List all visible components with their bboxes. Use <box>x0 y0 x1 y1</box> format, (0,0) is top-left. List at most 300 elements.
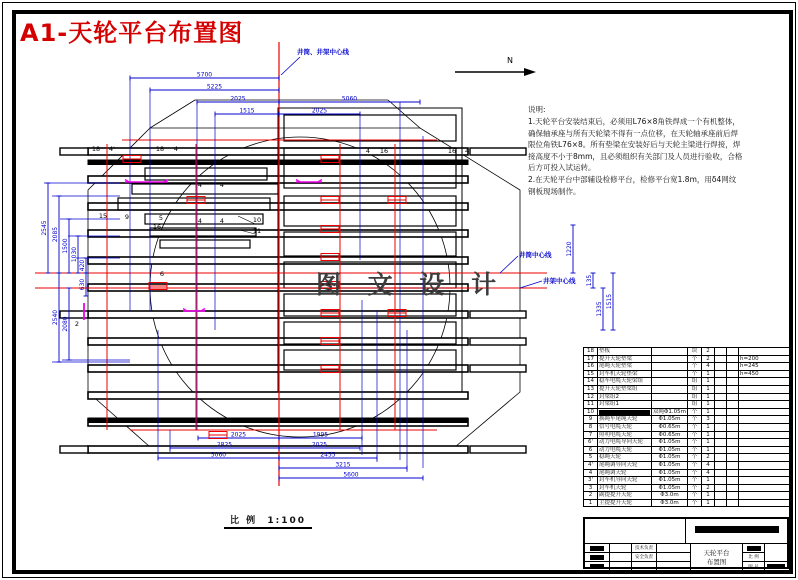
title-block-cell <box>631 561 656 571</box>
table-cell-c6 <box>715 454 727 462</box>
title-block-sign-cell <box>585 543 609 552</box>
table-cell-unit: 个 <box>688 446 702 454</box>
table-row <box>584 378 790 386</box>
table-cell-no: 1 <box>584 499 598 507</box>
table-cell-spec <box>652 378 688 386</box>
table-cell-unit: 个 <box>688 363 702 371</box>
leader-line <box>520 281 542 288</box>
table-cell-spec <box>652 401 688 409</box>
table-cell-spec: 双绳Φ1.05m <box>653 408 686 415</box>
part-number-label: 4 <box>219 181 225 189</box>
part-number-label: 15 <box>98 212 108 220</box>
table-cell-c6 <box>715 484 727 492</box>
table-cell-no: 10 <box>584 408 598 416</box>
table-cell-remark <box>739 431 790 439</box>
table-cell-name: 稳绳天轮 <box>598 454 652 462</box>
title-block-cell <box>609 543 631 552</box>
table-cell-no: 4' <box>584 461 598 469</box>
table-cell-no: 3 <box>584 484 598 492</box>
title-block-role-tech <box>631 543 656 552</box>
table-row <box>584 484 790 492</box>
table-cell-c7 <box>727 446 739 454</box>
table-cell-c6 <box>715 348 727 356</box>
table-cell-remark <box>739 385 790 393</box>
notes-heading: 说明: <box>528 105 546 114</box>
outline-chamfer <box>150 100 195 128</box>
drawing-name-cell <box>690 543 742 571</box>
table-cell-c6 <box>715 469 727 477</box>
dimension-value: 2080 <box>62 316 69 332</box>
table-cell-unit: 组 <box>688 401 702 409</box>
title-block-cell <box>609 561 631 571</box>
redacted-drawing-no <box>767 564 785 569</box>
dimension-value: 5600 <box>343 471 359 479</box>
table-cell-c7 <box>727 355 739 363</box>
table-cell-c6 <box>715 499 727 507</box>
part-number-label: 18 <box>155 145 165 153</box>
part-number-label: 18 <box>91 145 101 153</box>
table-cell-spec: Φ1.05m <box>652 477 688 485</box>
table-cell-c7 <box>727 401 739 409</box>
bearing-box <box>160 240 250 248</box>
dimension-value: 5700 <box>196 71 213 79</box>
table-cell-name: 提升天轮垫梁组 <box>598 385 652 393</box>
dimension-value: 1335 <box>596 301 603 317</box>
table-cell-unit: 个 <box>688 431 702 439</box>
part-number-label: 4 <box>197 181 203 189</box>
north-label: N <box>507 56 513 65</box>
table-cell-qty: 1 <box>702 423 715 431</box>
title-block-sign-cell <box>585 561 609 571</box>
table-cell-spec: Φ1.05m <box>652 461 688 469</box>
table-cell-unit: 个 <box>688 492 702 500</box>
walkway-box <box>284 196 456 226</box>
table-cell-c6 <box>715 439 727 447</box>
note-line: 钢板现场制作。 <box>528 186 581 196</box>
title-block-cell <box>764 543 787 561</box>
part-number-label: 9 <box>124 213 130 221</box>
table-cell-spec <box>652 348 688 356</box>
redacted-name <box>590 555 604 560</box>
drawing-no-label: 图 号 <box>748 564 759 570</box>
note-line: 接高度不小于8mm，且必须组织有关部门及人员进行验收，合格 <box>528 151 743 161</box>
title-block-sign-cell <box>585 552 609 561</box>
table-cell-c6 <box>715 355 727 363</box>
table-cell-unit: 个 <box>688 499 702 507</box>
table-cell-no: 5 <box>584 454 598 462</box>
table-cell-spec <box>652 370 688 378</box>
table-cell-c7 <box>727 408 739 416</box>
table-cell-qty: 1 <box>702 385 715 393</box>
dimension-value: 2025 <box>311 107 328 115</box>
beam-stub-right <box>470 446 526 453</box>
title-block-cell <box>742 543 764 552</box>
table-cell-qty: 4 <box>702 469 715 477</box>
table-cell-no: 6 <box>584 446 598 454</box>
table-cell-no: 15 <box>584 370 598 378</box>
table-cell-no: 16 <box>584 363 598 371</box>
leader-line <box>281 57 300 75</box>
title-block-cell <box>656 552 690 561</box>
dimension-value: 2025 <box>311 441 328 449</box>
table-cell-unit: 个 <box>688 477 702 485</box>
redacted-part-name <box>599 410 650 415</box>
drawing-name-line2: 布置图 <box>706 557 727 566</box>
table-cell-no: 11 <box>584 401 598 409</box>
table-cell-c7 <box>727 385 739 393</box>
table-cell-c7 <box>727 423 739 431</box>
table-cell-spec: Φ1.05m <box>652 416 688 424</box>
beam-stub-right <box>470 148 526 155</box>
table-row <box>584 363 790 371</box>
table-cell-unit: 个 <box>688 461 702 469</box>
dimension-value: 2540 <box>52 309 59 326</box>
table-cell-unit: 组 <box>688 393 702 401</box>
scale-indicator <box>224 513 312 529</box>
part-number-label: 4 <box>197 217 203 225</box>
note-line: 后方可投入试运转。 <box>528 163 596 173</box>
table-cell-unit: 块 <box>688 348 702 356</box>
table-cell-name: 封车机天轮垫梁 <box>598 370 652 378</box>
table-cell-remark <box>739 416 790 424</box>
redacted-name <box>590 546 604 551</box>
table-cell-no: 18 <box>584 348 598 356</box>
table-cell-remark <box>739 401 790 409</box>
table-cell-name: 主提提升天轮 <box>598 499 652 507</box>
table-cell-c6 <box>715 461 727 469</box>
table-row <box>584 370 790 378</box>
scale-field <box>742 552 764 561</box>
title-block-cell <box>656 561 690 571</box>
table-cell-c7 <box>727 348 739 356</box>
table-cell-remark <box>739 484 790 492</box>
table-cell-qty: 1 <box>702 477 715 485</box>
note-line: 限位角铁L76×8。所有垫梁在安装好后与天轮主梁进行焊接，焊 <box>528 140 741 150</box>
parts-table <box>583 347 790 507</box>
notes-lines <box>528 116 790 197</box>
drawing-name-line1: 天轮平台 <box>703 548 730 557</box>
table-cell-qty: 2 <box>702 484 715 492</box>
table-cell-c7 <box>727 477 739 485</box>
table-cell-c7 <box>727 370 739 378</box>
dimension-value: 1515 <box>239 107 255 115</box>
title-block-cell <box>609 552 631 561</box>
table-cell-spec: Φ3.0m <box>652 492 688 500</box>
part-number-label: 2 <box>74 320 80 328</box>
table-cell-name: 垫板 <box>598 348 652 356</box>
table-cell-remark <box>739 439 790 447</box>
title-block-role-safety <box>631 552 656 561</box>
table-cell-name: 尾绳调天轮 <box>598 469 652 477</box>
table-cell-name: 封车机天轮 <box>598 484 652 492</box>
table-cell-c7 <box>727 416 739 424</box>
table-cell-remark <box>739 378 790 386</box>
dimension-value: 2545 <box>41 220 48 236</box>
part-number-label: 16 <box>447 147 457 155</box>
table-cell-name <box>598 408 652 416</box>
table-cell-unit: 个 <box>688 370 702 378</box>
table-row <box>584 439 790 447</box>
redacted-value <box>747 546 761 551</box>
north-arrow-head <box>524 68 536 76</box>
table-row <box>584 454 790 462</box>
dimension-value: 630 <box>79 278 86 291</box>
table-cell-c6 <box>715 431 727 439</box>
table-cell-c7 <box>727 499 739 507</box>
table-cell-qty: 2 <box>702 355 715 363</box>
table-cell-name: 提升天轮垫梁 <box>598 355 652 363</box>
part-number-label: 4' <box>465 147 471 155</box>
table-cell-qty: 2 <box>702 348 715 356</box>
table-cell-remark <box>739 446 790 454</box>
table-cell-no: 2 <box>584 492 598 500</box>
outline-chamfer <box>388 100 420 128</box>
table-cell-c6 <box>715 370 727 378</box>
table-cell-spec: Φ0.65m <box>652 423 688 431</box>
table-cell-c7 <box>727 439 739 447</box>
dimension-value: 1500 <box>62 238 69 254</box>
table-cell-remark <box>739 477 790 485</box>
table-row <box>584 499 790 507</box>
table-cell-name: 封梁组1 <box>598 401 652 409</box>
dimension-value: 5060 <box>341 95 358 103</box>
beam-stub-right <box>470 365 526 372</box>
table-cell-unit: 个 <box>688 416 702 424</box>
part-number-label: 4 <box>173 145 179 153</box>
dimension-value: 135 <box>586 274 593 287</box>
table-cell-qty: 1 <box>702 446 715 454</box>
scale-label: 比 例 <box>230 516 258 526</box>
table-cell-qty: 2 <box>702 454 715 462</box>
table-cell-qty: 1 <box>702 408 715 416</box>
table-cell-c7 <box>727 378 739 386</box>
dimension-value: 1995 <box>312 431 329 439</box>
table-cell-no: 14 <box>584 378 598 386</box>
role-label: 技术负责 <box>635 546 653 551</box>
table-cell-c7 <box>727 363 739 371</box>
note-line: 1.天轮平台安装结束后，必须用L76×8角铁焊成一个有机整体， <box>528 117 740 126</box>
table-cell-name: 尾绳调导向天轮 <box>598 461 652 469</box>
table-cell-remark <box>739 423 790 431</box>
table-cell-remark <box>739 348 790 356</box>
part-number-label: 10 <box>252 216 262 224</box>
beam <box>88 392 468 399</box>
table-cell-name: 副提提升天轮 <box>598 492 652 500</box>
table-cell-c6 <box>715 385 727 393</box>
beam <box>88 446 468 453</box>
table-cell-remark <box>739 408 790 416</box>
dimension-value: 420 <box>79 259 86 272</box>
drawing-no-value <box>764 561 787 571</box>
table-cell-c7 <box>727 492 739 500</box>
table-cell-spec <box>652 385 688 393</box>
table-cell-c7 <box>727 431 739 439</box>
table-cell-qty: 1 <box>702 431 715 439</box>
table-cell-unit: 个 <box>688 454 702 462</box>
table-cell-spec: Φ1.05m <box>652 454 688 462</box>
table-cell-spec: Φ1.05m <box>652 484 688 492</box>
table-row <box>584 446 790 454</box>
table-cell-qty: 1 <box>702 401 715 409</box>
table-cell-name: 封梁组2 <box>598 393 652 401</box>
drawing-no-field <box>742 561 764 571</box>
table-cell-no: 4 <box>584 469 598 477</box>
part-number-label: 4 <box>365 147 371 155</box>
note-line: 2.在天轮平台中部辅设检修平台，检修平台宽1.8m，用δ4网纹 <box>528 174 737 184</box>
watermark: 图 文 设 计 <box>316 270 506 299</box>
part-number-label: 11 <box>252 227 262 235</box>
beam-stub-right <box>470 311 526 318</box>
table-cell-name: 动力电缆天轮 <box>598 446 652 454</box>
table-cell-name: 稳车电缆天轮梁组 <box>598 378 652 386</box>
table-row <box>584 461 790 469</box>
table-cell-c6 <box>715 492 727 500</box>
table-cell-name: 封车机导向天轮 <box>598 477 652 485</box>
table-row <box>584 393 790 401</box>
table-cell-qty: 4 <box>702 363 715 371</box>
role-label: 安全负责 <box>635 555 653 560</box>
dimension-value: 5225 <box>206 83 223 91</box>
title-block-cell-blank <box>585 519 685 543</box>
table-cell-c6 <box>715 423 727 431</box>
table-cell-no: 7 <box>584 431 598 439</box>
table-cell-spec: Φ1.05m <box>652 469 688 477</box>
part-number-label: 5 <box>158 214 164 222</box>
table-cell-no: 13 <box>584 385 598 393</box>
table-cell-c6 <box>715 363 727 371</box>
table-cell-remark <box>739 492 790 500</box>
note-line: 确保轴承座与所有天轮梁不得有一点位移，在天轮轴承座前后焊 <box>528 128 738 138</box>
table-row <box>584 492 790 500</box>
table-row <box>584 348 790 356</box>
table-cell-spec <box>652 355 688 363</box>
dimension-value: 2825 <box>216 441 233 449</box>
table-cell-qty: 1 <box>702 378 715 386</box>
table-cell-remark <box>739 393 790 401</box>
table-cell-name: 换绳车尾绳天轮 <box>598 416 652 424</box>
table-cell-qty: 1 <box>702 499 715 507</box>
table-cell-qty: 3 <box>702 416 715 424</box>
part-number-label: 6 <box>159 270 165 278</box>
table-cell-spec <box>652 393 688 401</box>
table-cell-c6 <box>715 378 727 386</box>
centerline-label-frame: 井架中心线 <box>543 277 576 285</box>
part-number-label: 16 <box>152 223 162 231</box>
table-row <box>584 423 790 431</box>
table-row <box>584 416 790 424</box>
table-cell-remark <box>739 454 790 462</box>
table-cell-qty: 1 <box>702 370 715 378</box>
beam-stub-right <box>470 338 526 345</box>
table-cell-no: 3' <box>584 477 598 485</box>
part-number-label: 16 <box>379 147 389 155</box>
table-cell-c6 <box>715 477 727 485</box>
table-cell-c7 <box>727 454 739 462</box>
table-cell-unit: 个 <box>688 439 702 447</box>
table-row <box>584 401 790 409</box>
table-cell-name: 照明电缆天轮 <box>598 431 652 439</box>
table-cell-c6 <box>715 401 727 409</box>
dimension-value: 2025 <box>230 431 247 439</box>
notes-block <box>528 104 790 197</box>
part-number-label: 4 <box>219 217 225 225</box>
beam-stub-left <box>60 446 88 453</box>
table-cell-c7 <box>727 393 739 401</box>
dimension-value: 3215 <box>335 461 351 469</box>
table-cell-qty: 4 <box>702 461 715 469</box>
table-cell-no: 9 <box>584 416 598 424</box>
table-cell-no: 6' <box>584 439 598 447</box>
table-row <box>584 408 790 416</box>
table-cell-unit: 个 <box>688 408 702 416</box>
table-row <box>584 477 790 485</box>
table-row <box>584 355 790 363</box>
page-title: A1-天轮平台布置图 <box>20 19 244 47</box>
table-cell-unit: 组 <box>688 378 702 386</box>
table-cell-remark: h=245 <box>739 363 790 371</box>
table-cell-spec: Φ1.05m <box>652 446 688 454</box>
dimension-value: 2455 <box>320 451 336 459</box>
table-cell-remark: h=450 <box>739 370 790 378</box>
table-cell-c6 <box>715 416 727 424</box>
table-cell-remark: h=200 <box>739 355 790 363</box>
centerline-label-top: 井筒、井架中心线 <box>297 48 349 56</box>
table-row <box>584 385 790 393</box>
scale-field-label: 比 例 <box>748 555 759 560</box>
table-row <box>584 431 790 439</box>
table-cell-c7 <box>727 469 739 477</box>
table-cell-unit: 个 <box>688 484 702 492</box>
table-cell-no: 12 <box>584 393 598 401</box>
table-cell-c7 <box>727 461 739 469</box>
dimension-value: 5060 <box>210 451 227 459</box>
title-block-cell <box>656 543 690 552</box>
parts-table-body <box>584 348 790 507</box>
table-cell-qty: 1 <box>702 492 715 500</box>
dimension-value: 1030 <box>71 246 78 263</box>
redacted-name <box>590 564 604 569</box>
table-cell-name: 信号电缆天轮 <box>598 423 652 431</box>
table-row <box>584 469 790 477</box>
table-cell-unit: 组 <box>688 385 702 393</box>
table-cell-remark <box>739 461 790 469</box>
bearing-box <box>132 184 278 194</box>
table-cell-name: 动力电缆导向天轮 <box>598 439 652 447</box>
dimension-value: 1515 <box>606 293 613 310</box>
table-cell-remark <box>739 499 790 507</box>
table-cell-spec: Φ0.65m <box>652 431 688 439</box>
table-cell-unit: 个 <box>688 423 702 431</box>
title-block-org-cell <box>685 519 787 543</box>
table-cell-spec: Φ3.0m <box>652 499 688 507</box>
table-cell-unit: 个 <box>688 355 702 363</box>
table-cell-qty: 1 <box>702 439 715 447</box>
table-cell-c6 <box>715 446 727 454</box>
table-cell-name: 尾绳天轮垫梁 <box>598 363 652 371</box>
dimension-value: 1220 <box>566 241 573 257</box>
table-cell-no: 17 <box>584 355 598 363</box>
dimension-value: 2025 <box>230 95 246 103</box>
heavy-beam <box>88 418 468 423</box>
scale-value: 1:100 <box>267 516 307 526</box>
part-number-label: 4' <box>109 145 115 153</box>
redacted-org-name <box>695 526 779 533</box>
beam-stub-left <box>60 148 88 155</box>
table-cell-spec: Φ1.05m <box>652 439 688 447</box>
table-cell-unit: 个 <box>688 469 702 477</box>
table-cell-c6 <box>715 408 727 416</box>
table-cell-c6 <box>715 393 727 401</box>
